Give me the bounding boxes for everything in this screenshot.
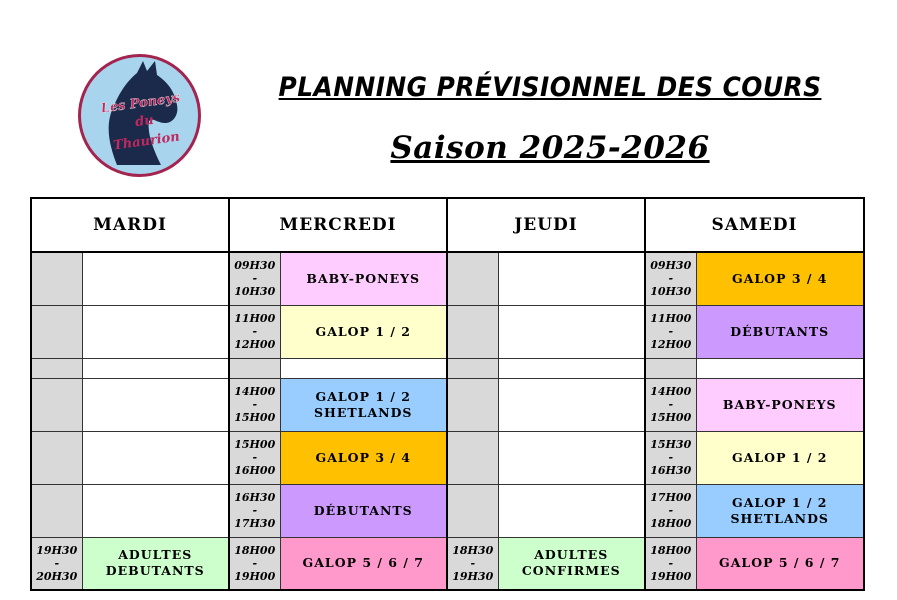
time-cell: 19H30 - 20H30 [31, 537, 82, 590]
time-cell: 18H30 - 19H30 [447, 537, 498, 590]
empty-course-cell [498, 358, 645, 378]
table-row [31, 252, 864, 305]
course-cell: BABY-PONEYS [280, 252, 447, 305]
course-cell: GALOP 3 / 4 [696, 252, 864, 305]
course-cell: ADULTES DEBUTANTS [82, 537, 229, 590]
empty-course-cell [82, 358, 229, 378]
course-cell: GALOP 5 / 6 / 7 [280, 537, 447, 590]
season-subtitle: Saison 2025-2026 [390, 130, 710, 166]
course-cell: GALOP 1 / 2 SHETLANDS [696, 484, 864, 537]
empty-course-cell [82, 431, 229, 484]
course-cell: GALOP 1 / 2 [280, 305, 447, 358]
empty-time-cell [447, 484, 498, 537]
logo-text-3: Thaurion [112, 129, 181, 154]
empty-time-cell [447, 358, 498, 378]
time-cell: 09H30 - 10H30 [645, 252, 696, 305]
empty-course-cell [82, 305, 229, 358]
break-row [31, 358, 864, 378]
empty-time-cell [31, 252, 82, 305]
time-cell: 17H00 - 18H00 [645, 484, 696, 537]
course-cell: GALOP 1 / 2 SHETLANDS [280, 378, 447, 431]
time-cell: 16H30 - 17H30 [229, 484, 280, 537]
empty-time-cell [645, 358, 696, 378]
header-samedi: SAMEDI [645, 198, 864, 252]
empty-course-cell [82, 484, 229, 537]
empty-course-cell [82, 252, 229, 305]
empty-time-cell [31, 431, 82, 484]
schedule-table [30, 197, 865, 591]
time-cell: 14H00 - 15H00 [229, 378, 280, 431]
course-cell: GALOP 5 / 6 / 7 [696, 537, 864, 590]
header-mercredi: MERCREDI [229, 198, 447, 252]
table-row [31, 305, 864, 358]
course-cell: GALOP 3 / 4 [280, 431, 447, 484]
time-cell: 09H30 - 10H30 [229, 252, 280, 305]
header-mardi: MARDI [31, 198, 229, 252]
table-row [31, 431, 864, 484]
time-cell: 18H00 - 19H00 [645, 537, 696, 590]
time-cell: 15H30 - 16H30 [645, 431, 696, 484]
table-row [31, 537, 864, 590]
empty-time-cell [229, 358, 280, 378]
empty-course-cell [498, 305, 645, 358]
club-logo [77, 53, 202, 178]
time-cell: 15H00 - 16H00 [229, 431, 280, 484]
time-cell: 14H00 - 15H00 [645, 378, 696, 431]
empty-time-cell [447, 378, 498, 431]
empty-time-cell [31, 378, 82, 431]
empty-course-cell [696, 358, 864, 378]
logo-text-2: du [134, 112, 155, 131]
time-cell: 11H00 - 12H00 [229, 305, 280, 358]
empty-course-cell [280, 358, 447, 378]
course-cell: DÉBUTANTS [280, 484, 447, 537]
empty-time-cell [31, 484, 82, 537]
header-jeudi: JEUDI [447, 198, 645, 252]
table-row [31, 484, 864, 537]
empty-course-cell [82, 378, 229, 431]
empty-time-cell [31, 305, 82, 358]
time-cell: 11H00 - 12H00 [645, 305, 696, 358]
table-row [31, 378, 864, 431]
time-cell: 18H00 - 19H00 [229, 537, 280, 590]
empty-time-cell [447, 252, 498, 305]
empty-course-cell [498, 378, 645, 431]
empty-course-cell [498, 252, 645, 305]
empty-course-cell [498, 431, 645, 484]
logo-text-1: Les Poneys [99, 90, 182, 117]
course-cell: BABY-PONEYS [696, 378, 864, 431]
empty-time-cell [447, 431, 498, 484]
course-cell: GALOP 1 / 2 [696, 431, 864, 484]
page-title: PLANNING PRÉVISIONNEL DES COURS [278, 72, 822, 103]
empty-time-cell [447, 305, 498, 358]
empty-time-cell [31, 358, 82, 378]
empty-course-cell [498, 484, 645, 537]
course-cell: ADULTES CONFIRMES [498, 537, 645, 590]
course-cell: DÉBUTANTS [696, 305, 864, 358]
